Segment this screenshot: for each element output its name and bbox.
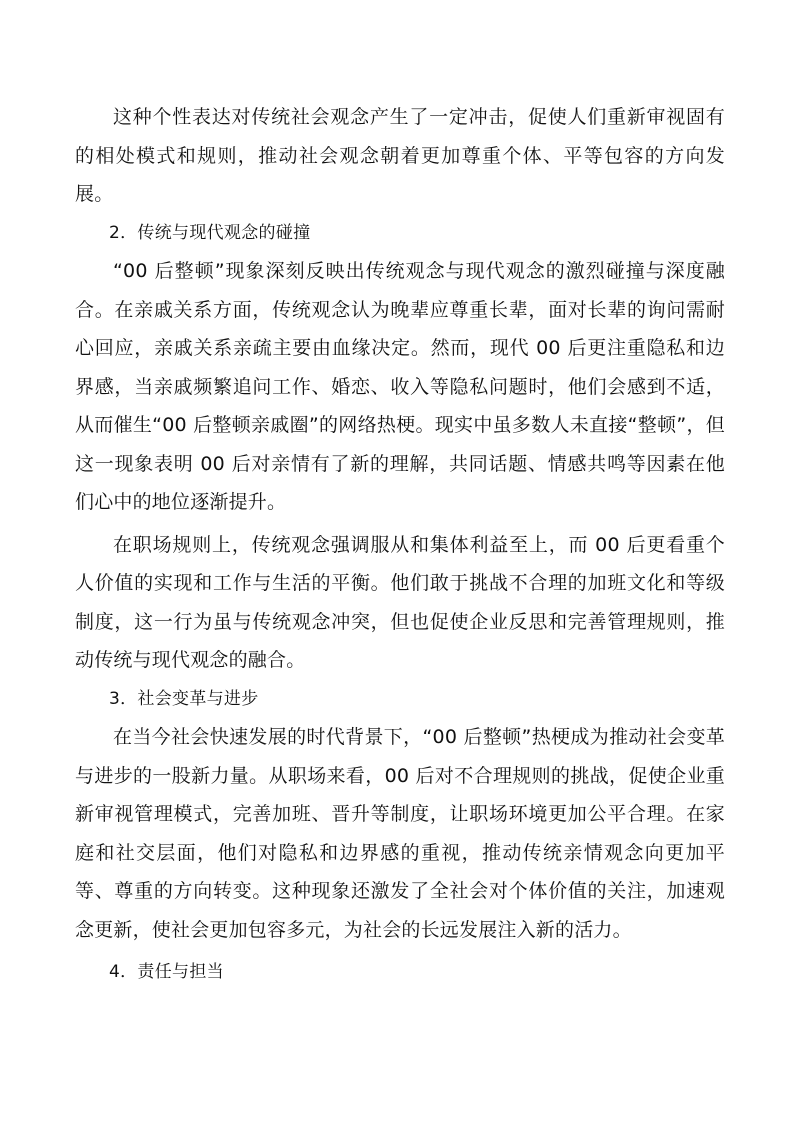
section-heading-3: 3．社会变革与进步 — [109, 688, 259, 709]
paragraph-intro-continuation: 这种个性表达对传统社会观念产生了一定冲击，促使人们重新审视固有的相处模式和规则，推动社会观念朝着更加尊重个体、平等包容的方向发展。 — [75, 106, 725, 205]
paragraph-workplace: 在职场规则上，传统观念强调服从和集体利益至上，而 00 后更看重个人价值的实现和工作与生活的平衡。他们敢于挑战不合理的加班文化和等级制度，这一行为虽与传统观念冲突，但也促使企业反思和完善管理规则，推动传统与现代观念的融合。 — [75, 533, 725, 671]
section-heading-4: 4．责任与担当 — [109, 962, 224, 982]
paragraph-social-change: 在当今社会快速发展的时代背景下，“00 后整顿”热梗成为推动社会变革与进步的一股新力量。从职场来看，00 后对不合理规则的挑战，促使企业重新审视管理模式，完善加班、晋升等制度，让职场环境更加公平合理。在家庭和社交层面，他们对隐私和边界感的重视，推动传统亲情观念向更加平等、尊重的方向转变。这种现象还激发了全社会对个体价值的关注，加速观念更新，使社会更加包容多元，为社会的长远发展注入新的活力。 — [75, 726, 725, 941]
paragraph-relatives: “00 后整顿”现象深刻反映出传统观念与现代观念的激烈碰撞与深度融合。在亲戚关系方面，传统观念认为晚辈应尊重长辈，面对长辈的询问需耐心回应，亲戚关系亲疏主要由血缘决定。然而，现代 00 后更注重隐私和边界感，当亲戚频繁追问工作、婚恋、收入等隐私问题时，他们会感到不适，从而催生“00 后整顿亲戚圈”的网络热梗。现实中虽多数人未直接“整顿”，但这一现象表明 00 后对亲情有了新的理解，共同话题、情感共鸣等因素在他们心中的地位逐渐提升。 — [75, 260, 725, 513]
document-body — [75, 98, 725, 992]
section-heading-2: 2．传统与现代观念的碰撞 — [109, 222, 311, 243]
